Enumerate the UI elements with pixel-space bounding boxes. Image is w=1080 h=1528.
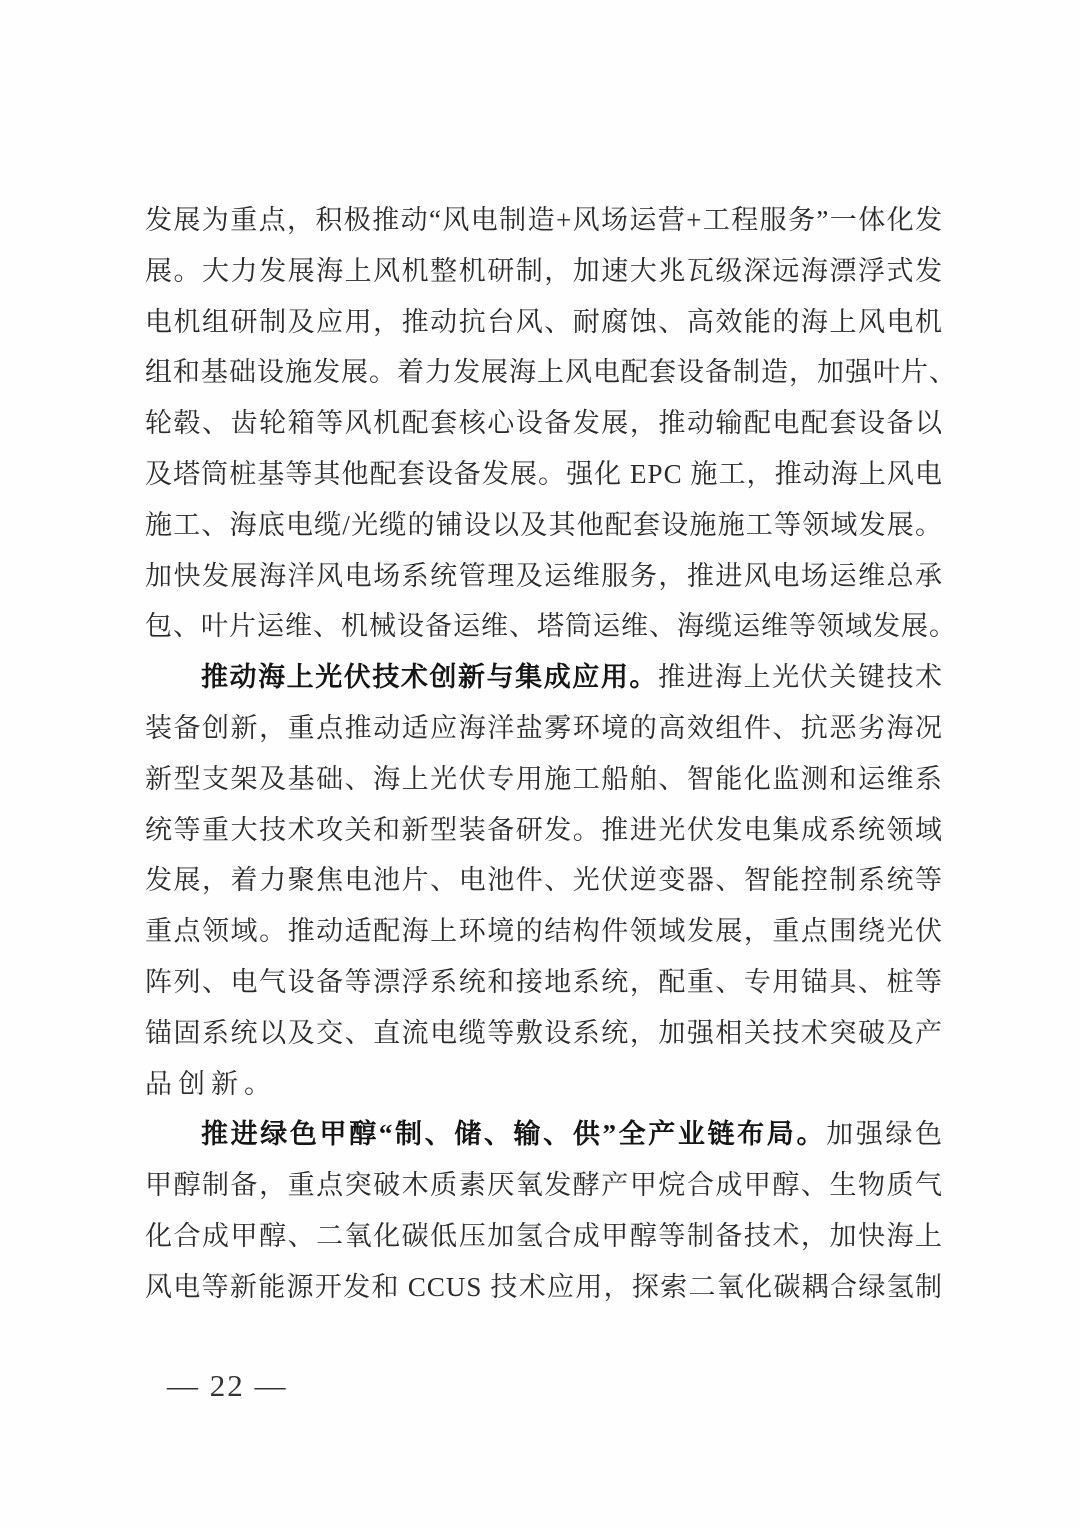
text-line-content: 品创新。	[145, 1068, 277, 1099]
text-line-content: 装备创新，重点推动适应海洋盐雾环境的高效组件、抗恶劣海况	[145, 712, 943, 743]
text-line-content: 及塔筒桩基等其他配套设备发展。强化 EPC 施工，推动海上风电	[145, 458, 943, 489]
text-line-content: 推进海上光伏关键技术	[657, 662, 944, 693]
text-line-content: 发展，着力聚焦电池片、电池件、光伏逆变器、智能控制系统等	[145, 865, 943, 896]
text-line-content: 发展为重点，积极推动“风电制造+风场运营+工程服务”一体化发	[145, 205, 943, 235]
paragraph-lead: 推动海上光伏技术创新与集成应用。	[201, 662, 658, 693]
text-line	[145, 500, 943, 551]
text-line-content: 施工、海底电缆/光缆的铺设以及其他配套设施施工等领域发展。	[145, 509, 943, 540]
text-line-content: 包、叶片运维、机械设备运维、塔筒运维、海缆运维等领域发展。	[145, 611, 957, 642]
text-line-paragraph-start	[145, 1109, 943, 1160]
text-line	[145, 347, 957, 398]
text-line-content: 组和基础设施发展。着力发展海上风电配套设备制造，加强叶片、	[145, 357, 957, 388]
text-line-content: 统等重大技术攻关和新型装备研发。推进光伏发电集成系统领域	[145, 814, 943, 845]
text-line	[145, 855, 943, 906]
text-line	[145, 1262, 943, 1313]
text-line	[145, 551, 943, 602]
text-line-content: 风电等新能源开发和 CCUS 技术应用，探索二氧化碳耦合绿氢制	[145, 1271, 943, 1302]
text-line	[145, 297, 943, 348]
text-line	[145, 906, 943, 957]
paragraph-lead: 推进绿色甲醇“制、储、输、供”全产业链布局。	[201, 1119, 827, 1150]
body-text	[145, 195, 957, 1313]
text-line	[145, 398, 943, 449]
text-line-paragraph-start	[145, 652, 943, 703]
text-line	[145, 754, 943, 805]
text-line	[145, 601, 957, 652]
text-line	[145, 246, 943, 297]
text-line-content: 阵列、电气设备等漂浮系统和接地系统，配重、专用锚具、桩等	[145, 966, 943, 997]
text-line-content: 展。大力发展海上风机整机研制，加速大兆瓦级深远海漂浮式发	[145, 255, 943, 286]
text-line	[145, 449, 943, 500]
text-line-content: 甲醇制备，重点突破木质素厌氧发酵产甲烷合成甲醇、生物质气	[145, 1170, 943, 1201]
text-line-content: 新型支架及基础、海上光伏专用施工船舶、智能化监测和运维系	[145, 763, 943, 794]
text-line-content: 加强绿色	[826, 1119, 944, 1150]
text-line-content: 电机组研制及应用，推动抗台风、耐腐蚀、高效能的海上风电机	[145, 306, 943, 337]
text-line	[145, 805, 943, 856]
text-line-content: 锚固系统以及交、直流电缆等敷设系统，加强相关技术突破及产	[145, 1017, 943, 1048]
text-line-paragraph-end	[145, 1059, 943, 1110]
page-number: — 22 —	[167, 1368, 288, 1403]
text-line	[145, 195, 943, 246]
text-line-content: 重点领域。推动适配海上环境的结构件领域发展，重点围绕光伏	[145, 916, 943, 947]
text-line	[145, 703, 943, 754]
text-line-content: 轮毂、齿轮箱等风机配套核心设备发展，推动输配电配套设备以	[145, 408, 943, 439]
text-line	[145, 1008, 943, 1059]
text-line	[145, 1160, 943, 1211]
text-line-content: 加快发展海洋风电场系统管理及运维服务，推进风电场运维总承	[145, 560, 943, 591]
text-line	[145, 1211, 943, 1262]
text-line-content: 化合成甲醇、二氧化碳低压加氢合成甲醇等制备技术，加快海上	[145, 1220, 943, 1251]
text-line	[145, 957, 943, 1008]
